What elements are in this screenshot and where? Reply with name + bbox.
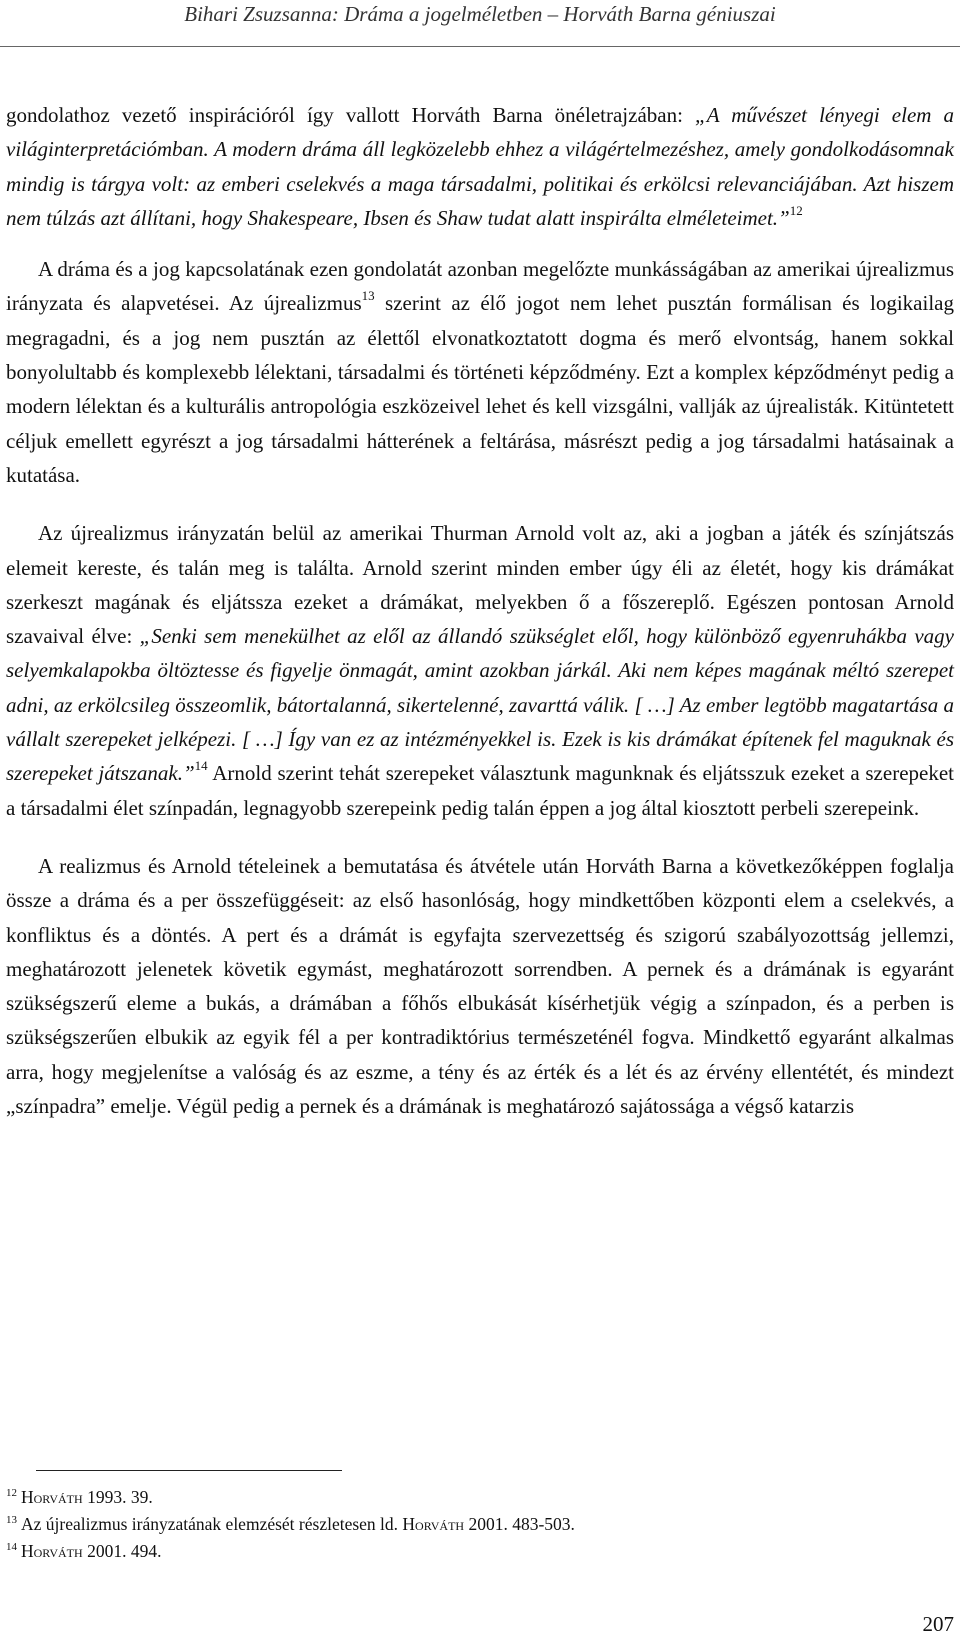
footnote-author: Horváth (21, 1487, 83, 1507)
footnote-13 (6, 1512, 946, 1539)
footnote-text: 2001. 483-503. (464, 1514, 575, 1534)
paragraph-4: A realizmus és Arnold tételeinek a bemutatása és átvétele után Horváth Barna a következőképpen foglalja össze a dráma és a per összefüggéseit: az első hasonlóság, hogy mindkettőben központi elem a cselekvés, a konfliktus és a döntés. A pert és a drámát is egyfajta szervezettség és szigorú szabályozottság jellemzi, meghatározott jelenetek követik egymást, meghatározott sorrendben. A pernek és a drámának is egyaránt szükségszerű eleme a bukás, a drámában a főhős elbukását kísérhetjük végig a színpadon, és a perben is szükségszerűen elbukik az egyik fél a per kontradiktórius természeténél fogva. Mindkettő egyaránt alkalmas arra, hogy megjelenítse a valóság és az eszme, a tény és az érték és a lét és az érvény ellentétét, és mindezt „színpadra” emelje. Végül pedig a pernek és a drámának is meghatározó sajátossága a végső katarzis (6, 853, 954, 1119)
paragraph-2 (6, 252, 954, 492)
footnote-ref-12: 12 (789, 202, 803, 218)
paragraph-1 (6, 98, 954, 235)
body-text (6, 98, 954, 1123)
footnote-ref-14: 14 (194, 758, 208, 774)
footnote-14 (6, 1539, 946, 1566)
paragraph-3 (6, 516, 954, 825)
running-header: Bihari Zsuzsanna: Dráma a jogelméletben – Horváth Barna géniuszai (184, 2, 776, 26)
paragraph-3-part2: Arnold szerint tehát szerepeket választunk magunknak és eljátsszuk ezeket a szerepeket a társadalmi élet színpadán, legnagyobb szerepeink pedig talán éppen a jog által kiosztott perbeli szerepeink. (6, 761, 954, 820)
footnote-12 (6, 1485, 946, 1512)
footnote-author: Horváth (21, 1541, 83, 1561)
header-divider (0, 46, 960, 47)
footnote-author: Horváth (402, 1514, 465, 1534)
paragraph-2-part1: A dráma és a jog kapcsolatának ezen gondolatát azonban megelőzte munkásságában az amerikai újrealizmus irányzata és alapvetései. Az újrealizmus (6, 257, 954, 316)
footnote-ref-13: 13 (361, 288, 375, 304)
paragraph-3-part1: Az újrealizmus irányzatán belül az amerikai Thurman Arnold volt az, aki a jogban a játék és színjátszás elemeit kereste, és talán meg is találta. Arnold szerint minden ember úgy éli az életét, hogy kis drámákat szerkeszt magának és eljátssza ezeket a drámákat, melyekben ő a főszereplő. Egészen pontosan Arnold szavaival élve: (6, 521, 954, 649)
footnote-text: 2001. 494. (82, 1541, 162, 1561)
paragraph-2-part2: szerint az élő jogot nem lehet pusztán formálisan és logikailag megragadni, és a jog nem pusztán az élettől elvonatkoztatott dogma és merő elvontság, hanem sokkal bonyolultabb és komplexebb lélektani, társadalmi és történeti képződmény. Ezt a komplex képződményt pedig a modern lélektan és a kulturális antropológia eszközeivel lehet és kell vizsgálni, vallják az újrealisták. Kitüntetett céljuk emellett egyrészt a jog társadalmi hátterének a feltárása, másrészt pedig a jog társadalmi hatásainak a kutatása. (6, 291, 954, 487)
footnote-number: 14 (6, 1541, 17, 1553)
footnote-number: 12 (6, 1487, 17, 1499)
footnote-text: 1993. 39. (82, 1487, 153, 1507)
arnold-quote: „Senki sem menekülhet az elől az állandó szükséglet elől, hogy különböző egyenruhákba vagy selyemkalapokba öltöztesse és figyelje önmagát, amint azokban járkál. Aki nem képes magának méltó szerepet adni, az erkölcsileg összeomlik, bátortalanná, sikertelenné, zavarttá válik. [ …] Az ember legtöbb magatartása a vállalt szerepeket jelképezi. [ …] Így van ez az intézményekkel is. Ezek is kis drámákat építenek fel maguknak és szerepeket játszanak.” (6, 624, 954, 786)
footnotes (6, 1485, 946, 1566)
footnote-text: Az újrealizmus irányzatának elemzését részletesen ld. (21, 1514, 403, 1534)
horvath-quote: „A művészet lényegi elem a világinterpretációmban. A modern dráma áll legközelebb ehhez a világértelmezéshez, amely gondolkodásomnak mindig is tárgya volt: az emberi cselekvés a maga társadalmi, politikai és erkölcsi relevanciájában. Azt hiszem nem túlzás azt állítani, hogy Shakespeare, Ibsen és Shaw tudat alatt inspirálta elméleteimet.” (6, 103, 954, 230)
footnote-separator (36, 1470, 342, 1471)
page-number: 207 (922, 1612, 954, 1636)
footnote-number: 13 (6, 1514, 17, 1526)
paragraph-1-intro: gondolathoz vezető inspirációról így vallott Horváth Barna önéletrajzában: (6, 103, 696, 127)
